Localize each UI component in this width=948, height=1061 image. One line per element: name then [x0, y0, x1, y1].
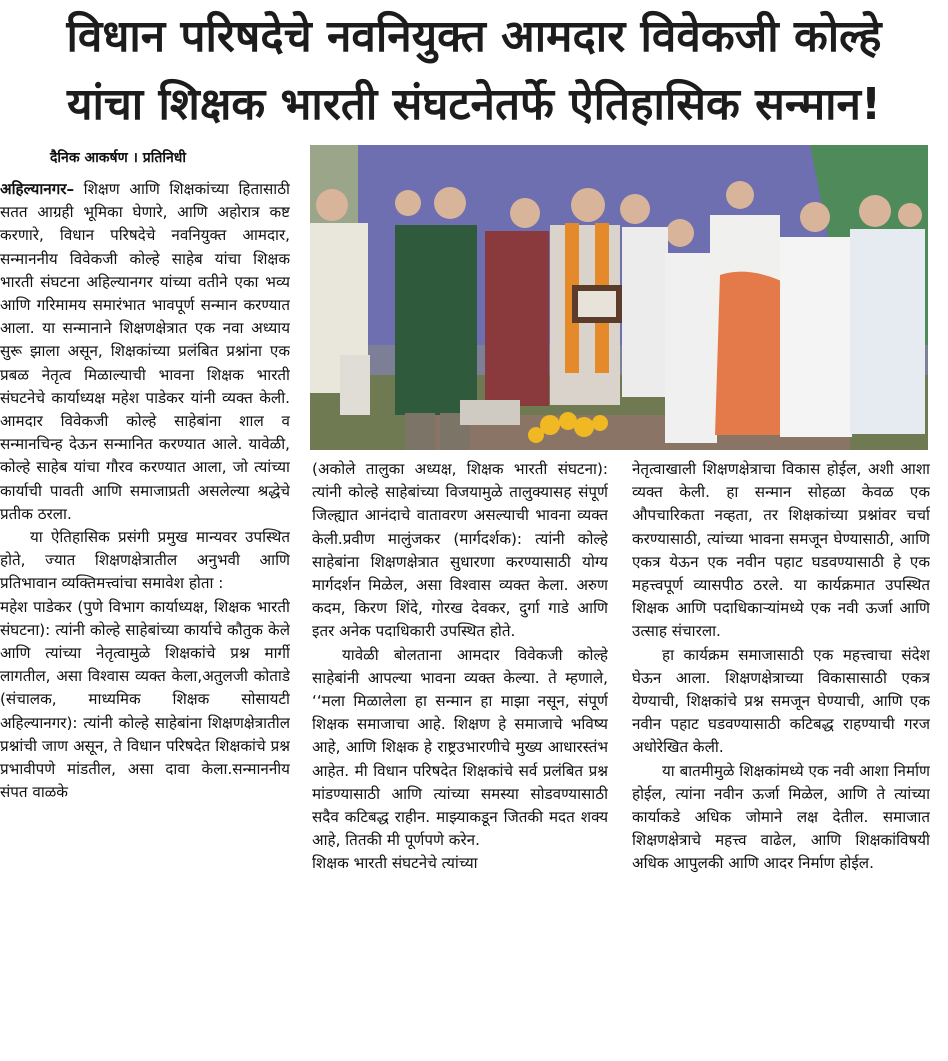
article-column-1: [0, 178, 290, 1058]
article-column-3: [632, 458, 930, 1058]
article-paragraph: हा कार्यक्रम समाजासाठी एक महत्त्वाचा संदेश घेऊन आला. शिक्षणक्षेत्राच्या विकासासाठी एकत्र येण्याची, शिक्षकांचे प्रश्न समजून घेण्याची, आणि एक नवीन पहाट घडवण्यासाठी कटिबद्ध राहण्याची गरज अधोरेखित केली.: [632, 645, 930, 757]
article-paragraph: या ऐतिहासिक प्रसंगी प्रमुख मान्यवर उपस्थित होते, ज्यात शिक्षणक्षेत्रातील अनुभवी आणि प्रतिभावान व्यक्तिमत्त्वांचा समावेश होता :: [0, 528, 290, 593]
event-photo: [310, 145, 928, 450]
article-column-2: [312, 458, 608, 1058]
headline-line-1: विधान परिषदेचे नवनियुक्त आमदार विवेकजी कोल्हे: [66, 11, 882, 62]
headline-line-2: यांचा शिक्षक भारती संघटनेतर्फे ऐतिहासिक सन्मान!: [66, 79, 882, 130]
article-paragraph: [0, 178, 290, 526]
article-paragraph: या बातमीमुळे शिक्षकांमध्ये एक नवी आशा निर्माण होईल, त्यांना नवीन ऊर्जा मिळेल, आणि ते त्यांच्या कार्याकडे अधिक जोमाने लक्ष देतील. समाजात शिक्षणक्षेत्राचे महत्त्व वाढेल, आणि शिक्षकांविषयी अधिक आपुलकी आणि आदर निर्माण होईल.: [632, 761, 930, 873]
article-paragraph: शिक्षक भारती संघटनेचे त्यांच्या: [312, 854, 478, 873]
article-paragraph: यावेळी बोलताना आमदार विवेकजी कोल्हे साहेबांनी आपल्या भावना व्यक्त केल्या. ते म्हणाले, ‘‘मला मिळालेला हा सन्मान हा माझा नसून, संपूर्ण शिक्षक समाजाचा आहे. शिक्षण हे समाजाचे भविष्य आहे, आणि शिक्षक हे राष्ट्रउभारणीचे मुख्य आधारस्तंभ आहेत. मी विधान परिषदेत शिक्षकांचे सर्व प्रलंबित प्रश्न मांडण्यासाठी आणि त्यांच्या समस्या सोडवण्यासाठी सदैव कटिबद्ध राहीन. माझ्याकडून जितकी मदत शक्य आहे, तितकी मी पूर्णपणे करेन.: [312, 645, 608, 850]
dateline: अहिल्यानगर–: [0, 180, 75, 198]
article-paragraph: महेश पाडेकर (पुणे विभाग कार्याध्यक्ष, शिक्षक भारती संघटना): त्यांनी कोल्हे साहेबांच्या कार्याचे कौतुक केले आणि त्यांच्या नेतृत्वामुळे शिक्षकांचे प्रश्न मार्गी लागतील, असा विश्वास व्यक्त केला,अतुलजी कोताडे (संचालक, माध्यमिक शिक्षक सोसायटी अहिल्यानगर): त्यांनी कोल्हे साहेबांना शिक्षणक्षेत्रातील प्रश्नांची जाण असून, ते विधान परिषदेत शिक्षकांचे प्रश्न प्रभावीपणे मांडतील, असा दावा केला.सन्माननीय संपत वाळके: [0, 597, 290, 802]
article-text: शिक्षण आणि शिक्षकांच्या हितासाठी सतत आग्रही भूमिका घेणारे, आणि अहोरात्र कष्ट करणारे, विधान परिषदेचे नवनियुक्त आमदार, सन्माननीय विवेकजी कोल्हे साहेब यांचा शिक्षक भारती संघटना अहिल्यानगर यांच्या वतीने एका भव्य आणि गरिमामय समारंभात भावपूर्ण सन्मान करण्यात आला. या सन्मानाने शिक्षणक्षेत्रात एक नवा अध्याय सुरू झाला असून, शिक्षकांच्या प्रलंबित प्रश्नांना एक प्रबळ नेतृत्व मिळाल्याची भावना शिक्षक भारती संघटनेचे कार्याध्यक्ष महेश पाडेकर यांनी व्यक्त केली. आमदार विवेकजी कोल्हे साहेबांना शाल व सन्मानचिन्ह देऊन सन्मानित करण्यात आले. यावेळी, कोल्हे साहेब यांचा गौरव करण्यात आला, जो त्यांच्या कार्याची पावती आणि समाजाप्रती असलेल्या श्रद्धेचे प्रतीक ठरला.: [0, 180, 290, 523]
byline: दैनिक आकर्षण । प्रतिनिधी: [50, 150, 186, 166]
article-paragraph: (अकोले तालुका अध्यक्ष, शिक्षक भारती संघटना): त्यांनी कोल्हे साहेबांच्या विजयामुळे तालुक्यासह संपूर्ण जिल्ह्यात आनंदाचे वातावरण असल्याची भावना व्यक्त केली.प्रवीण मालुंजकर (मार्गदर्शक): त्यांनी कोल्हे साहेबांना शिक्षणक्षेत्रात सुधारणा करण्यासाठी योग्य मार्गदर्शन मिळेल, असा विश्वास व्यक्त केला. अरुण कदम, किरण शिंदे, गोरख देवकर, दुर्गा गाडे आणि इतर अनेक पदाधिकारी उपस्थित होते.: [312, 460, 608, 641]
article-paragraph: नेतृत्वाखाली शिक्षणक्षेत्राचा विकास होईल, अशी आशा व्यक्त केली. हा सन्मान सोहळा केवळ एक औपचारिकता नव्हता, तर शिक्षकांच्या प्रश्नांवर चर्चा करण्यासाठी, त्यांच्या भावना समजून घेण्यासाठी, आणि एकत्र येऊन एक नवीन पहाट घडवण्यासाठी हे एक महत्त्वपूर्ण व्यासपीठ ठरले. या कार्यक्रमात उपस्थित शिक्षक आणि पदाधिकाऱ्यांमध्ये एक नवी ऊर्जा आणि उत्साह संचारला.: [632, 460, 930, 641]
